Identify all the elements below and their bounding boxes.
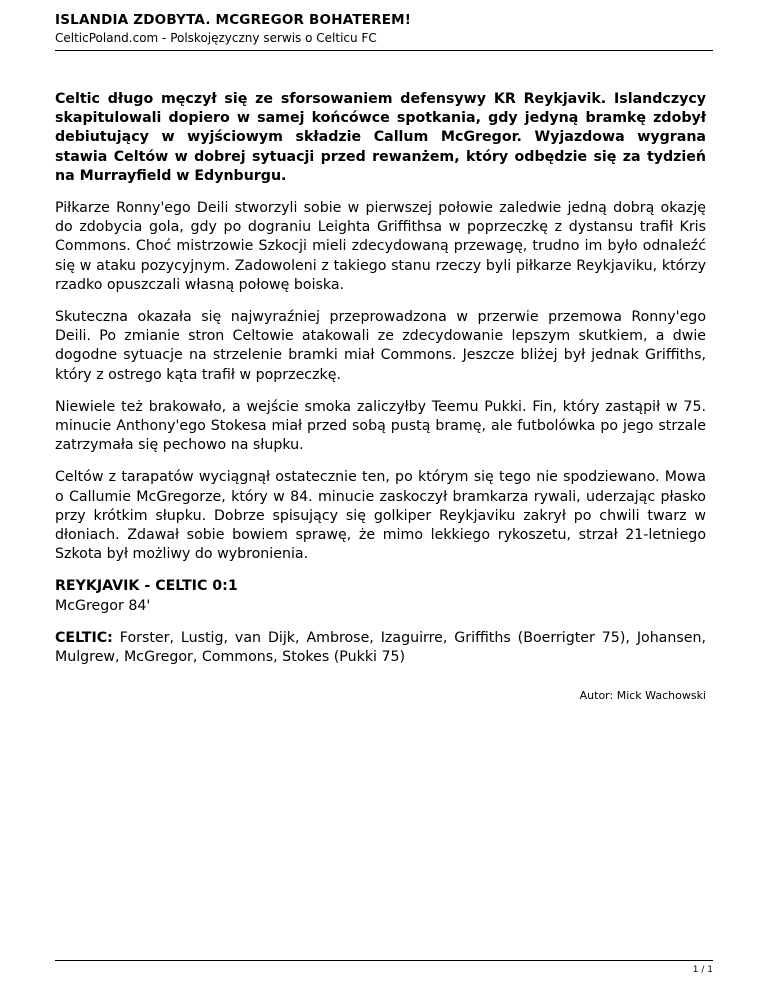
goal-scorer: McGregor 84'	[55, 597, 151, 614]
page-number: 1 / 1	[692, 965, 713, 975]
article-author: Autor: Mick Wachowski	[579, 689, 706, 703]
team-lineup	[55, 629, 706, 667]
document-title: ISLANDIA ZDOBYTA. MCGREGOR BOHATEREM!	[55, 12, 412, 28]
article-paragraph: Skuteczna okazała się najwyraźniej przeprowadzona w przerwie przemowa Ronny'ego Deili. Po zmianie stron Celtowie atakowali ze zdecydowanie lepszym skutkiem, a dwie dogodne sytuacje na strzelenie bramki miał Commons. Jeszcze bliżej był jednak Griffiths, który z ostrego kąta trafił w poprzeczkę.	[55, 309, 706, 383]
article-body	[55, 90, 706, 703]
match-result	[55, 577, 706, 615]
footer-divider	[55, 960, 713, 961]
lineup-label: CELTIC:	[55, 629, 113, 646]
article-paragraph: Piłkarze Ronny'ego Deili stworzyli sobie w pierwszej połowie zaledwie jedną dobrą okazję do zdobycia gola, gdy po dograniu Leighta Griffithsa w poprzeczkę z dystansu trafił Kris Commons. Choć mistrzowie Szkocji mieli zdecydowaną przewagę, trudno im było odnaleźć się w ataku pozycyjnym. Zadowoleni z takiego stanu rzeczy byli piłkarze Reykjaviku, którzy rzadko opuszczali własną połowę boiska.	[55, 200, 706, 293]
article-lead: Celtic długo męczył się ze sforsowaniem defensywy KR Reykjavik. Islandczycy skapitulowali dopiero w samej końcówce spotkania, gdy jedyną bramkę zdobył debiutujący w wyjściowym składzie Callum McGregor. Wyjazdowa wygrana stawia Celtów w dobrej sytuacji przed rewanżem, który odbędzie się za tydzień na Murrayfield w Edynburgu.	[55, 91, 706, 184]
article-paragraph: Niewiele też brakowało, a wejście smoka zaliczyłby Teemu Pukki. Fin, który zastąpił w 75. minucie Anthony'ego Stokesa miał przed sobą pustą bramę, ale futbolówka po jego strzale zatrzymała się pechowo na słupku.	[55, 398, 706, 454]
article-paragraph: Celtów z tarapatów wyciągnął ostatecznie ten, po którym się tego nie spodziewano. Mowa o Callumie McGregorze, który w 84. minucie zaskoczył bramkarza rywali, uderzając płasko przy krótkim słupku. Dobrze spisujący się golkiper Reykjaviku zakrył po chwili twarz w dłoniach. Zdawał sobie bowiem sprawę, że mimo lekkiego rykoszetu, strzał 21-letniego Szkota był możliwy do wybronienia.	[55, 469, 706, 563]
lineup-players: Forster, Lustig, van Dijk, Ambrose, Izaguirre, Griffiths (Boerrigter 75), Johansen, Mulgrew, McGregor, Commons, Stokes (Pukki 75)	[55, 629, 706, 666]
match-score: REYKJAVIK - CELTIC 0:1	[55, 578, 238, 595]
site-subtitle: CelticPoland.com - Polskojęzyczny serwis o Celticu FC	[55, 31, 377, 45]
page-header	[55, 12, 713, 46]
header-divider	[55, 50, 713, 51]
